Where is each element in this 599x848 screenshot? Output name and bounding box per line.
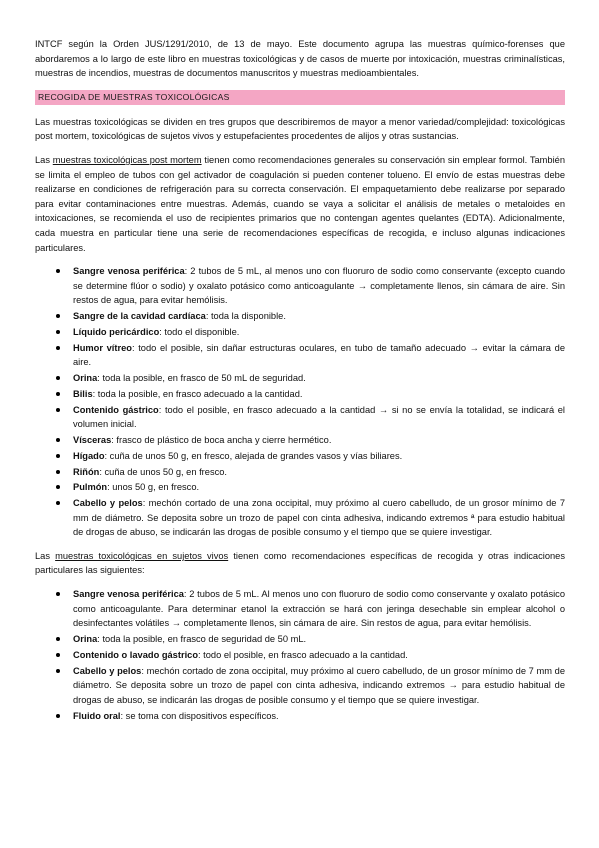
item-text: : unos 50 g, en fresco.	[107, 482, 200, 493]
item-text: : todo el posible, en frasco adecuado a la cantidad.	[198, 649, 408, 660]
section-heading: RECOGIDA DE MUESTRAS TOXICOLÓGICAS	[35, 90, 565, 105]
item-text: : se toma con dispositivos específicos.	[120, 710, 279, 721]
paragraph-prefix: Las	[35, 550, 56, 561]
living-subjects-sample-list	[35, 587, 565, 723]
paragraph-prefix: Las	[35, 154, 53, 165]
list-item	[73, 465, 565, 480]
item-text: : toda la posible, en frasco de seguridad de 50 mL.	[97, 634, 307, 645]
paragraph-living-subjects	[35, 549, 565, 578]
post-mortem-sample-list	[35, 264, 565, 540]
list-item	[73, 309, 565, 324]
item-text: : 2 tubos de 5 mL. Al menos uno con fluoruro de sodio como conservante y oxalato potásico como anticoagulante. Para determinar etanol la extracción se hará con jeringa desechable sin emplear alcohol o desinfectantes volátiles → completamente llenos, sin cámara de aire. Sin restos de agua, para evitar hemólisis.	[73, 589, 565, 629]
item-term: Hígado	[73, 450, 105, 461]
item-text: : mechón cortado de una zona occipital, muy próximo al cuero cabelludo, de un grosor mínimo de 7 mm de diámetro. Se deposita sobre un trozo de papel con cinta adhesiva, indicando extremos ª para estudio habitual de drogas de abuso, se indicarán las drogas de posible consumo y el tiempo que se quiere investigar.	[73, 498, 565, 538]
item-text: : todo el disponible.	[159, 326, 240, 337]
list-item	[73, 433, 565, 448]
item-term: Riñón	[73, 466, 100, 477]
list-item	[73, 709, 565, 724]
item-term: Pulmón	[73, 482, 108, 493]
list-item	[73, 387, 565, 402]
paragraph-body: tienen como recomendaciones específicas de recogida y otras indicaciones particulares las siguientes:	[35, 550, 565, 576]
list-item	[73, 325, 565, 340]
item-text: : toda la disponible.	[205, 311, 286, 322]
item-term: Humor vítreo	[73, 342, 132, 353]
item-term: Orina	[73, 634, 98, 645]
item-text: : todo el posible, en frasco adecuado a la cantidad → si no se envía la totalidad, se indicará el volumen inicial.	[73, 404, 565, 430]
item-term: Sangre venosa periférica	[73, 589, 184, 600]
list-item	[73, 632, 565, 647]
list-item	[73, 449, 565, 464]
item-text: : cuña de unos 50 g, en fresco, alejada de grandes vasos y vías biliares.	[104, 450, 403, 461]
list-item	[73, 480, 565, 495]
list-item	[73, 341, 565, 370]
item-text: : toda la posible, en frasco adecuado a la cantidad.	[92, 388, 303, 399]
list-item	[73, 496, 565, 540]
item-term: Líquido pericárdico	[73, 326, 160, 337]
paragraph-groups: Las muestras toxicológicas se dividen en tres grupos que describiremos de mayor a menor variedad/complejidad: toxicológicas post mortem, toxicológicas de sujetos vivos y estupefacientes procedentes de alijos y otras sustancias.	[35, 116, 565, 142]
item-term: Cabello y pelos	[73, 665, 142, 676]
item-term: Vísceras	[73, 434, 112, 445]
item-term: Bilis	[73, 388, 93, 399]
item-term: Sangre venosa periférica	[73, 266, 185, 277]
item-text: : 2 tubos de 5 mL, al menos uno con fluoruro de sodio como conservante (excepto cuando se determine flúor o sodio) y oxalato potásico como anticoagulante → completamente llenos, sin cámara de aire. Sin restos de agua, para evitar hemólisis.	[73, 266, 565, 306]
item-text: : cuña de unos 50 g, en fresco.	[99, 466, 228, 477]
list-item	[73, 264, 565, 308]
item-term: Contenido gástrico	[73, 404, 159, 415]
underlined-term-post-mortem: muestras toxicológicas post mortem	[52, 154, 202, 165]
item-term: Contenido o lavado gástrico	[73, 649, 199, 660]
item-text: : frasco de plástico de boca ancha y cierre hermético.	[111, 434, 332, 445]
item-text: : toda la posible, en frasco de 50 mL de seguridad.	[97, 373, 306, 384]
item-term: Cabello y pelos	[73, 498, 143, 509]
item-term: Sangre de la cavidad cardíaca	[73, 311, 206, 322]
item-text: : todo el posible, sin dañar estructuras oculares, en tubo de tamaño adecuado → evitar la cámara de aire.	[73, 342, 565, 368]
item-term: Fluido oral	[73, 710, 121, 721]
intro-paragraph: INTCF según la Orden JUS/1291/2010, de 13 de mayo. Este documento agrupa las muestras químico-forenses que abordaremos a lo largo de este libro en muestras toxicológicas y de casos de muerte por intoxicación, muestras criminalísticas, muestras de incendios, muestras de documentos manuscritos y muestras medioambientales.	[35, 39, 565, 79]
list-item	[73, 371, 565, 386]
item-text: : mechón cortado de zona occipital, muy próximo al cuero cabelludo, de un grosor mínimo de 7 mm de diámetro. Se deposita sobre un trozo de papel con cinta adhesiva, indicando extremos → para estudio habitual de drogas de abuso, se indicarán las drogas de posible consumo y el tiempo que se quiere investigar.	[73, 665, 565, 705]
list-item	[73, 664, 565, 708]
list-item	[73, 403, 565, 432]
paragraph-post-mortem	[35, 153, 565, 255]
underlined-term-living-subjects: muestras toxicológicas en sujetos vivos	[55, 550, 229, 561]
list-item	[73, 587, 565, 631]
item-term: Orina	[73, 373, 98, 384]
list-item	[73, 648, 565, 663]
paragraph-body: tienen como recomendaciones generales su conservación sin emplear formol. También se limita el empleo de tubos con gel activador de coagulación si pueden contener tolueno. El envío de estas muestras debe realizarse en condiciones de refrigeración para su correcta conservación. El empaquetamiento debe realizarse por separado para evitar contaminaciones entre muestras. Además, cuando se vaya a solicitar el análisis de metales o metaloides en intoxicaciones, se recomienda el uso de recipientes primarios que no contengan agentes quelantes (EDTA). Adicionalmente, cada muestra en particular tiene una serie de recomendaciones específicas de recogida, e incluso algunas indicaciones particulares.	[35, 154, 565, 253]
